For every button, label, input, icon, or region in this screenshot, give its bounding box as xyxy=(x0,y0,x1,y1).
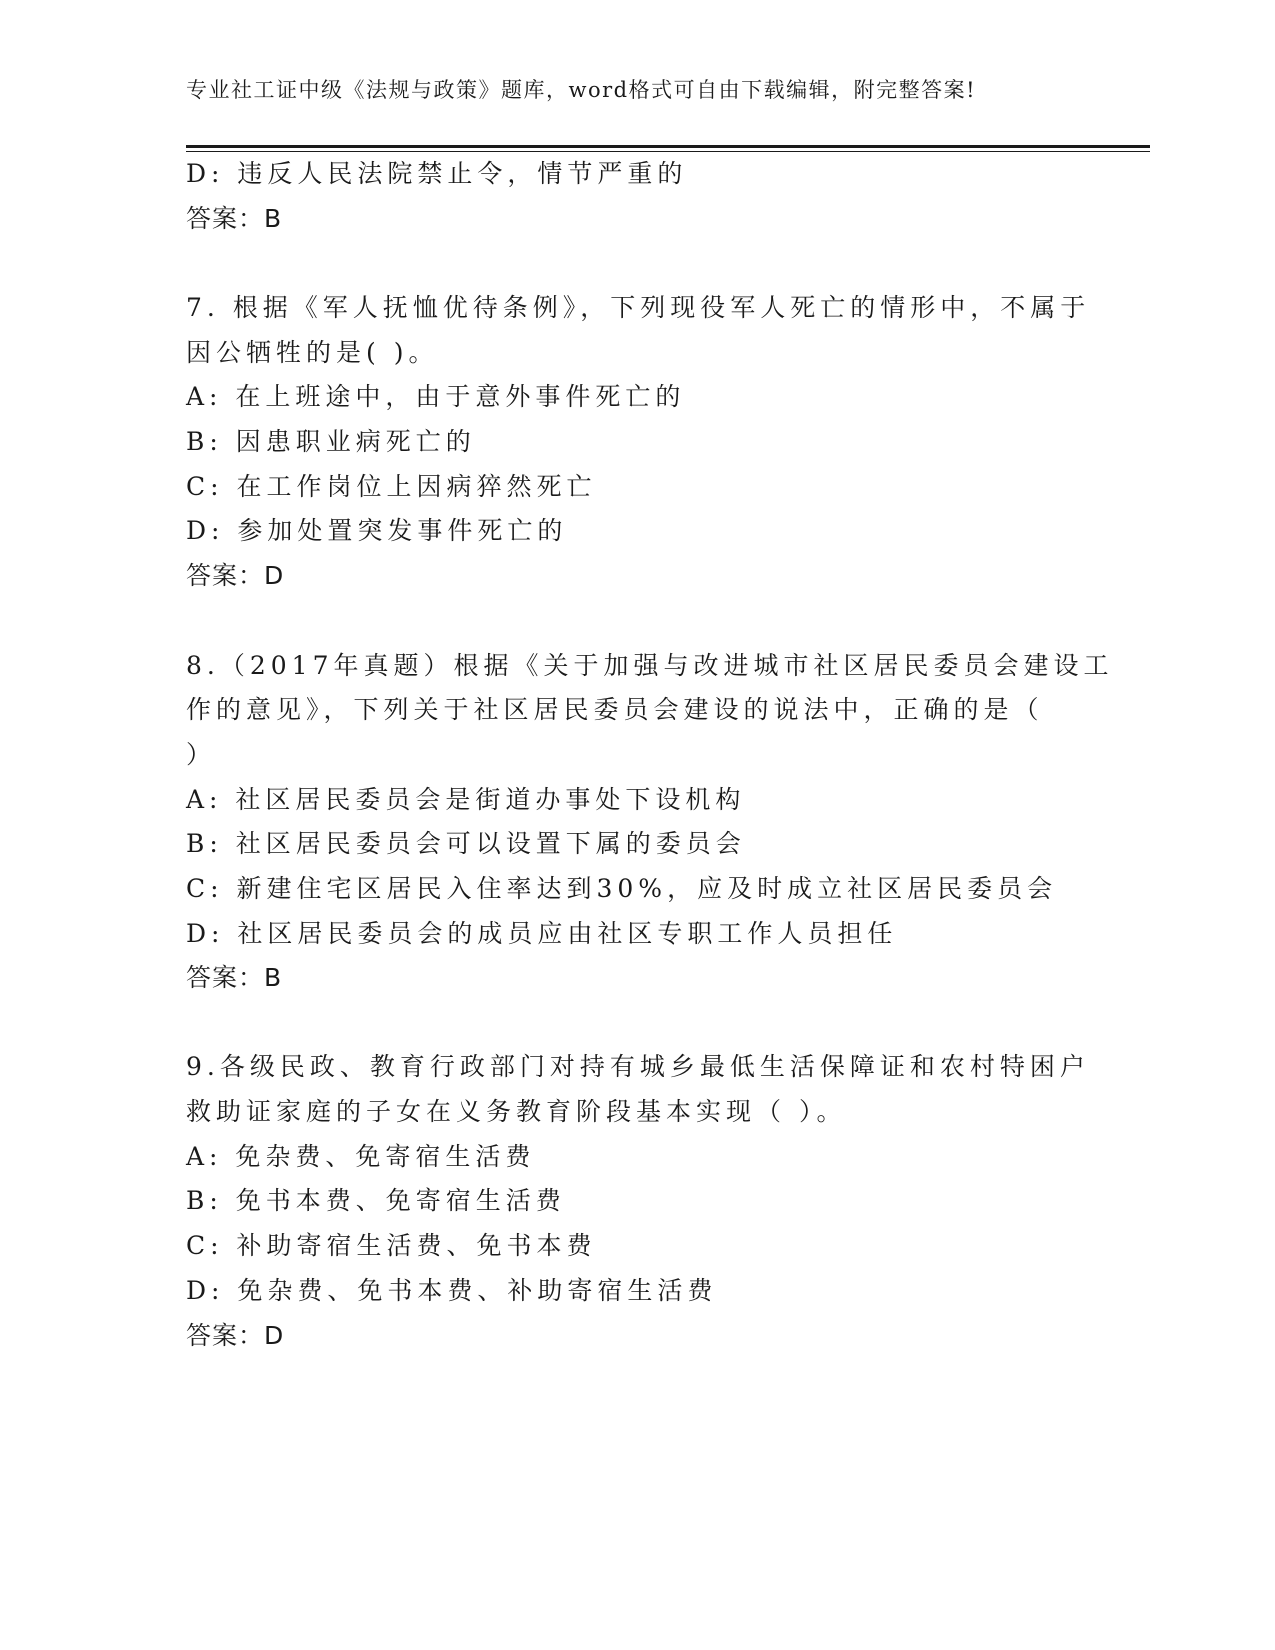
header-divider-thin xyxy=(186,151,1150,152)
q9-stem-line1: 9.各级民政、教育行政部门对持有城乡最低生活保障证和农村特困户 xyxy=(186,1052,1090,1081)
q9-option-a: A: 免杂费、免寄宿生活费 xyxy=(186,1142,536,1171)
q8-stem-line3: ） xyxy=(186,740,217,769)
q7-option-c: C: 在工作岗位上因病猝然死亡 xyxy=(186,472,597,501)
q9-option-b: B: 免书本费、免寄宿生活费 xyxy=(186,1186,566,1215)
q8-option-a: A: 社区居民委员会是街道办事处下设机构 xyxy=(186,785,746,814)
prev-question-answer: 答案：B xyxy=(186,204,283,233)
q7-stem-line2: 因公牺牲的是( )。 xyxy=(186,338,439,367)
q9-answer: 答案：D xyxy=(186,1321,285,1350)
header-divider-thick xyxy=(186,145,1150,148)
q7-option-b: B: 因患职业病死亡的 xyxy=(186,427,476,456)
q8-option-c: C: 新建住宅区居民入住率达到30%，应及时成立社区居民委员会 xyxy=(186,874,1058,903)
prev-question-option-d: D: 违反人民法院禁止令，情节严重的 xyxy=(186,159,688,188)
page-header-title: 专业社工证中级《法规与政策》题库，word格式可自由下载编辑，附完整答案! xyxy=(186,78,977,102)
q7-answer: 答案：D xyxy=(186,561,285,590)
q8-answer: 答案：B xyxy=(186,963,283,992)
q9-option-d: D: 免杂费、免书本费、补助寄宿生活费 xyxy=(186,1276,718,1305)
q7-option-d: D: 参加处置突发事件死亡的 xyxy=(186,516,568,545)
q7-option-a: A: 在上班途中，由于意外事件死亡的 xyxy=(186,382,686,411)
q8-stem-line1: 8.（2017年真题）根据《关于加强与改进城市社区居民委员会建设工 xyxy=(186,651,1114,680)
q8-option-d: D: 社区居民委员会的成员应由社区专职工作人员担任 xyxy=(186,919,898,948)
q9-stem-line2: 救助证家庭的子女在义务教育阶段基本实现（ ）。 xyxy=(186,1097,847,1126)
q7-stem-line1: 7. 根据《军人抚恤优待条例》，下列现役军人死亡的情形中，不属于 xyxy=(186,293,1091,322)
q8-option-b: B: 社区居民委员会可以设置下属的委员会 xyxy=(186,829,746,858)
q9-option-c: C: 补助寄宿生活费、免书本费 xyxy=(186,1231,597,1260)
q8-stem-line2: 作的意见》，下列关于社区居民委员会建设的说法中，正确的是（ xyxy=(186,695,1044,724)
